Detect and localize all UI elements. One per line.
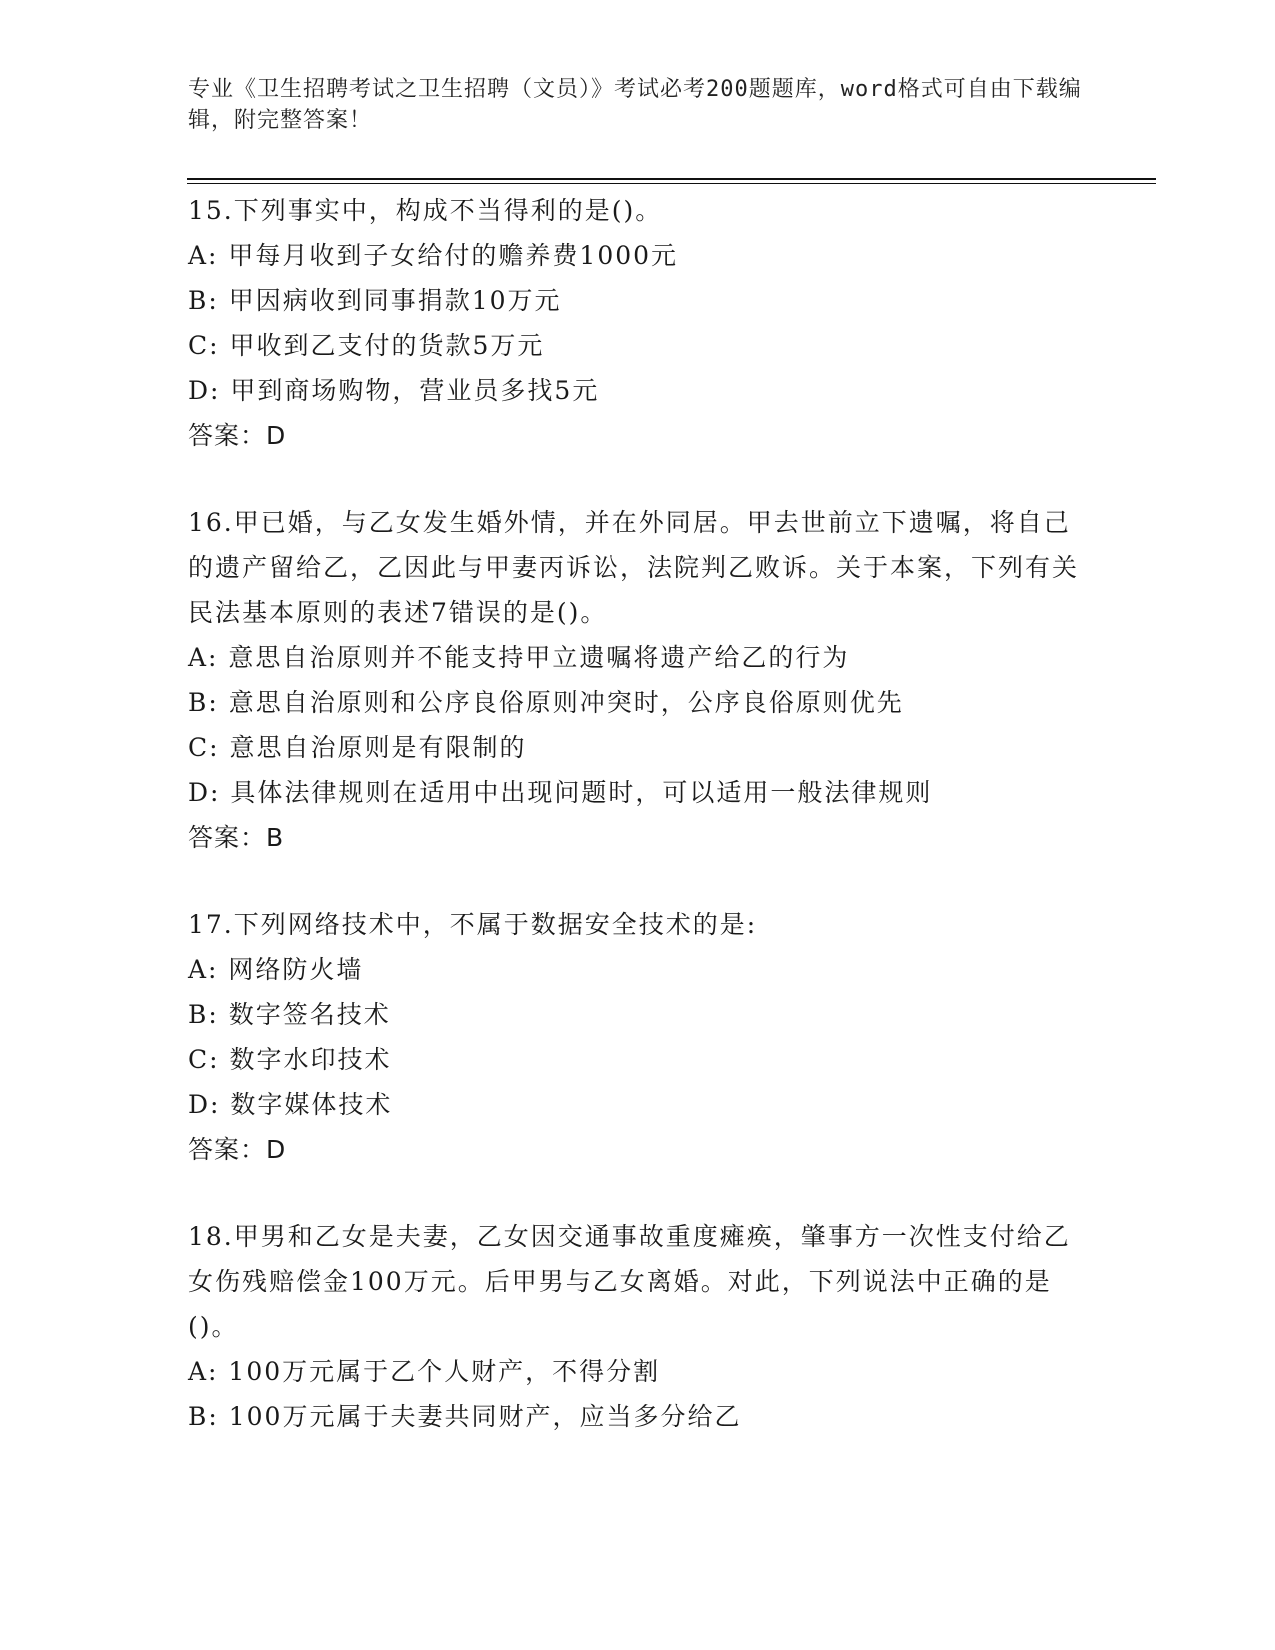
option-c: C: 数字水印技术 [188, 1045, 392, 1074]
option-c: C: 意思自治原则是有限制的 [188, 733, 527, 762]
answer-line: 答案：B [188, 823, 285, 852]
option-a: A: 甲每月收到子女给付的赡养费1000元 [188, 241, 679, 270]
option-b: B: 意思自治原则和公序良俗原则冲突时，公序良俗原则优先 [188, 688, 904, 717]
question-16 [188, 500, 1088, 860]
header-rule-thin [187, 183, 1156, 184]
option-b: B: 100万元属于夫妻共同财产，应当多分给乙 [188, 1402, 742, 1431]
answer-line: 答案：D [188, 1135, 287, 1164]
option-c: C: 甲收到乙支付的货款5万元 [188, 331, 545, 360]
option-a: A: 100万元属于乙个人财产，不得分割 [188, 1357, 661, 1386]
answer-line: 答案：D [188, 421, 287, 450]
option-b: B: 甲因病收到同事捐款10万元 [188, 286, 562, 315]
option-b: B: 数字签名技术 [188, 1000, 391, 1029]
option-d: D: 甲到商场购物，营业员多找5元 [188, 376, 600, 405]
question-18 [188, 1214, 1088, 1439]
question-stem: 17.下列网络技术中，不属于数据安全技术的是: [188, 910, 758, 939]
option-d: D: 具体法律规则在适用中出现问题时，可以适用一般法律规则 [188, 778, 933, 807]
header-rule-thick [187, 178, 1156, 180]
option-a: A: 网络防火墙 [188, 955, 364, 984]
option-a: A: 意思自治原则并不能支持甲立遗嘱将遗产给乙的行为 [188, 643, 850, 672]
option-d: D: 数字媒体技术 [188, 1090, 393, 1119]
question-list [188, 188, 1088, 1481]
question-stem: 16.甲已婚，与乙女发生婚外情，并在外同居。甲去世前立下遗嘱，将自己的遗产留给乙，乙因此与甲妻丙诉讼，法院判乙败诉。关于本案，下列有关民法基本原则的表述7错误的是()。 [188, 508, 1080, 627]
document-header: 专业《卫生招聘考试之卫生招聘（文员）》考试必考200题题库，word格式可自由下载编辑，附完整答案！ [188, 77, 1082, 133]
question-stem: 15.下列事实中，构成不当得利的是()。 [188, 196, 663, 225]
question-stem: 18.甲男和乙女是夫妻，乙女因交通事故重度瘫痪，肇事方一次性支付给乙女伤残赔偿金100万元。后甲男与乙女离婚。对此，下列说法中正确的是()。 [188, 1222, 1071, 1341]
question-17 [188, 902, 1088, 1172]
question-15 [188, 188, 1088, 458]
